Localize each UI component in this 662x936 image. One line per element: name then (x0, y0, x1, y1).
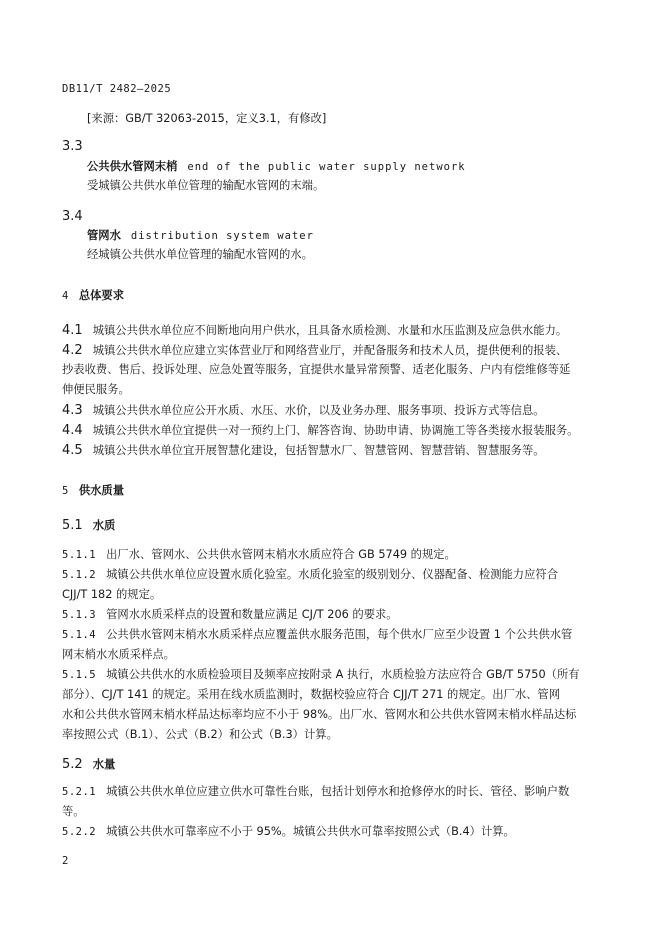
clause-text: 城镇公共供水单位宜开展智慧化建设，包括智慧水厂、智慧管网、智慧营销、智慧服务等。 (92, 444, 545, 457)
clause-text: 城镇公共供水的水质检验项目及频率应按附录 A 执行，水质检验方法应符合 GB/T 5750（所有 (106, 668, 580, 681)
term-number: 3.4 (62, 209, 83, 224)
term-english: distribution system water (130, 230, 314, 242)
clause (62, 548, 456, 562)
clause-number: 5.2.1 (62, 786, 97, 798)
clause-number: 4.5 (62, 443, 83, 458)
clause-text: 部分）、CJ/T 141 的规定。采用在线水质监测时，数据校验应符合 CJJ/T 271 的规定。出厂水、管网 (62, 688, 561, 701)
term-definition: 受城镇公共供水单位管理的输配水管网的末端。 (87, 179, 325, 192)
clause-text: 管网水水质采样点的设置和数量应满足 CJ/T 206 的要求。 (106, 608, 398, 621)
section-number: 4 (62, 290, 69, 302)
clause (62, 424, 578, 438)
clause-text: 抄表收费、售后、投诉处理、应急处置等服务，宜提供水量异常预警、适老化服务、户内有偿维修等延 (62, 363, 571, 376)
standard-code: DB11/T 2482—2025 (62, 83, 172, 95)
clause-number: 5.2.2 (62, 826, 97, 838)
clause-text: 城镇公共供水单位应建立实体营业厅和网络营业厅，并配备服务和技术人员，提供便利的报装、 (92, 344, 568, 357)
clause-number: 4.4 (62, 423, 83, 438)
clause-text: 公共供水管网末梢水水质采样点应覆盖供水服务范围，每个供水厂应至少设置 1 个公共供水管 (106, 628, 573, 641)
clause-number: 4.2 (62, 343, 83, 358)
clause-text: 城镇公共供水单位应建立供水可靠性台账，包括计划停水和抢修停水的时长、管径、影响户数 (106, 785, 570, 798)
clause (62, 404, 545, 418)
clause-text: 城镇公共供水单位应设置水质化验室。水质化验室的级别划分、仪器配备、检测能力应符合 (106, 568, 558, 581)
term-heading (87, 160, 466, 174)
clause-text: 城镇公共供水单位宜提供一对一预约上门、解答咨询、协助申请、协调施工等各类接水报装服务。 (92, 424, 579, 437)
clause-number: 4.3 (62, 403, 83, 418)
clause (62, 825, 515, 839)
clause (62, 324, 567, 338)
subsection-number: 5.1 (62, 518, 83, 533)
clause-text: 城镇公共供水单位应公开水质、水压、水价，以及业务办理、服务事项、投诉方式等信息。 (92, 404, 545, 417)
clause-text: 伸便民服务。 (62, 383, 130, 396)
term-chinese: 管网水 (87, 229, 121, 242)
clause (62, 668, 580, 682)
section-heading (62, 484, 124, 498)
clause-text: 网末梢水水质采样点。 (62, 648, 175, 661)
clause-text: 等。 (62, 805, 85, 818)
clause-number: 4.1 (62, 323, 83, 338)
clause (62, 344, 567, 358)
clause (62, 444, 545, 458)
subsection-number: 5.2 (62, 757, 83, 772)
clause-text: 城镇公共供水可靠率应不小于 95%。城镇公共供水可靠率按照公式（B.4）计算。 (106, 825, 515, 838)
clause (62, 785, 569, 799)
term-heading (87, 229, 314, 243)
subsection-title: 水量 (92, 758, 116, 771)
term-number: 3.3 (62, 139, 83, 154)
clause-text: 水和公共供水管网末梢水样品达标率均应不小于 98%。出厂水、管网水和公共供水管网末梢水样品达标 (62, 708, 577, 721)
clause-text: CJJ/T 182 的规定。 (62, 588, 162, 601)
clause (62, 628, 572, 642)
subsection-heading (62, 519, 115, 533)
clause-number: 5.1.1 (62, 549, 97, 561)
clause-text: 出厂水、管网水、公共供水管网末梢水水质应符合 GB 5749 的规定。 (106, 548, 456, 561)
section-heading (62, 289, 124, 303)
clause-number: 5.1.3 (62, 609, 97, 621)
subsection-heading (62, 758, 115, 772)
clause-number: 5.1.4 (62, 629, 97, 641)
page-number: 2 (62, 855, 69, 867)
source-note: [来源：GB/T 32063-2015，定义3.1，有修改] (87, 112, 327, 125)
clause-number: 5.1.5 (62, 669, 97, 681)
term-chinese: 公共供水管网末梢 (87, 160, 178, 173)
clause-text: 率按照公式（B.1）、公式（B.2）和公式（B.3）计算。 (62, 728, 338, 741)
section-title: 总体要求 (78, 289, 125, 302)
clause-number: 5.1.2 (62, 569, 97, 581)
section-number: 5 (62, 485, 69, 497)
term-english: end of the public water supply network (187, 161, 466, 173)
section-title: 供水质量 (78, 484, 125, 497)
clause (62, 608, 398, 622)
clause (62, 568, 558, 582)
subsection-title: 水质 (92, 519, 116, 532)
term-definition: 经城镇公共供水单位管理的输配水管网的水。 (87, 248, 313, 261)
clause-text: 城镇公共供水单位应不间断地向用户供水，且具备水质检测、水量和水压监测及应急供水能力。 (92, 324, 568, 337)
